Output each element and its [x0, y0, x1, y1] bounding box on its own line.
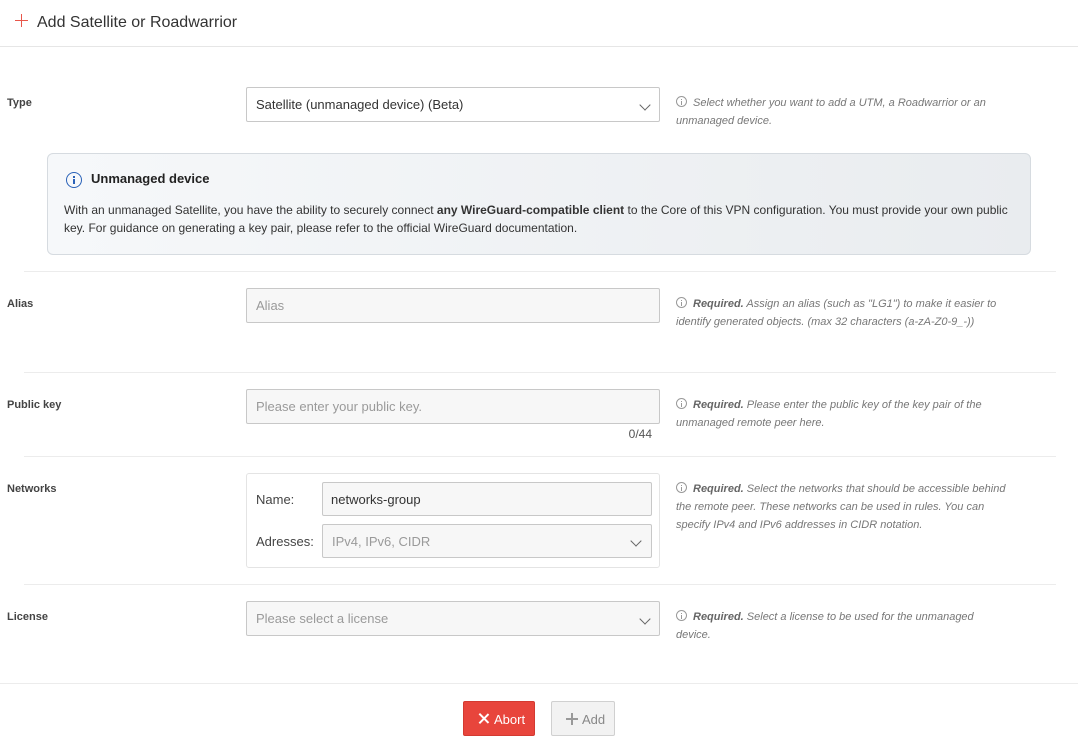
info-icon [676, 297, 687, 308]
public-key-label: Public key [7, 399, 62, 411]
network-name-value: networks-group [331, 492, 421, 507]
info-icon [676, 398, 687, 409]
add-button-label: Add [582, 712, 606, 727]
separator [24, 372, 1056, 373]
type-select[interactable] [246, 87, 660, 122]
license-select[interactable] [246, 601, 660, 636]
separator [24, 584, 1056, 585]
unmanaged-device-info-box [47, 153, 1031, 255]
info-box-title: Unmanaged device [91, 171, 210, 186]
public-key-input[interactable] [246, 389, 660, 424]
type-help: Select whether you want to add a UTM, a Roadwarrior or an unmanaged device. [676, 97, 986, 127]
separator [24, 456, 1056, 457]
abort-button[interactable] [463, 701, 535, 736]
info-icon [676, 482, 687, 493]
info-box-text: With an unmanaged Satellite, you have the ability to securely connect any WireGuard-compatible client to the Core of this VPN configuration. You must provide your own public key. For guidance on generating a key pair, please refer to the official WireGuard documentation. [64, 203, 1008, 235]
network-addresses-placeholder: IPv4, IPv6, CIDR [332, 534, 431, 549]
alias-label: Alias [7, 298, 34, 310]
dialog-header [0, 0, 1078, 47]
add-button[interactable] [551, 701, 615, 736]
dialog-footer [0, 683, 1078, 752]
network-name-label: Name: [256, 492, 295, 507]
networks-group-box [246, 473, 660, 568]
public-key-placeholder: Please enter your public key. [256, 399, 422, 414]
chevron-down-icon [630, 535, 641, 546]
info-circle-icon [66, 172, 82, 188]
plus-icon [566, 713, 577, 724]
type-select-value: Satellite (unmanaged device) (Beta) [256, 97, 464, 112]
info-icon [676, 610, 687, 621]
chevron-down-icon [639, 99, 650, 110]
networks-help: Required. Select the networks that should be accessible behind the remote peer. These networks can be used in rules. You can specify IPv4 and IPv6 addresses in CIDR notation. [676, 483, 1006, 531]
license-placeholder: Please select a license [256, 611, 389, 626]
network-addresses-select[interactable] [322, 524, 652, 558]
chevron-down-icon [639, 613, 650, 624]
alias-help: Required. Assign an alias (such as "LG1") to make it easier to identify generated objects. (max 32 characters (a-zA-Z0-9_-)) [676, 298, 997, 328]
public-key-help: Required. Please enter the public key of the key pair of the unmanaged remote peer here. [676, 399, 982, 429]
dialog-title: Add Satellite or Roadwarrior [37, 14, 238, 31]
license-label: License [7, 611, 48, 623]
plus-icon [15, 13, 29, 27]
alias-placeholder: Alias [256, 298, 285, 313]
network-addresses-label: Adresses: [256, 534, 314, 549]
public-key-counter: 0/44 [628, 427, 652, 441]
separator [24, 271, 1056, 272]
close-icon [478, 713, 489, 724]
abort-button-label: Abort [494, 712, 526, 727]
license-help: Required. Select a license to be used for the unmanaged device. [676, 611, 974, 641]
info-icon [676, 96, 687, 107]
alias-input[interactable] [246, 288, 660, 323]
type-label: Type [7, 97, 32, 109]
network-name-input[interactable] [322, 482, 652, 516]
networks-label: Networks [7, 483, 57, 495]
